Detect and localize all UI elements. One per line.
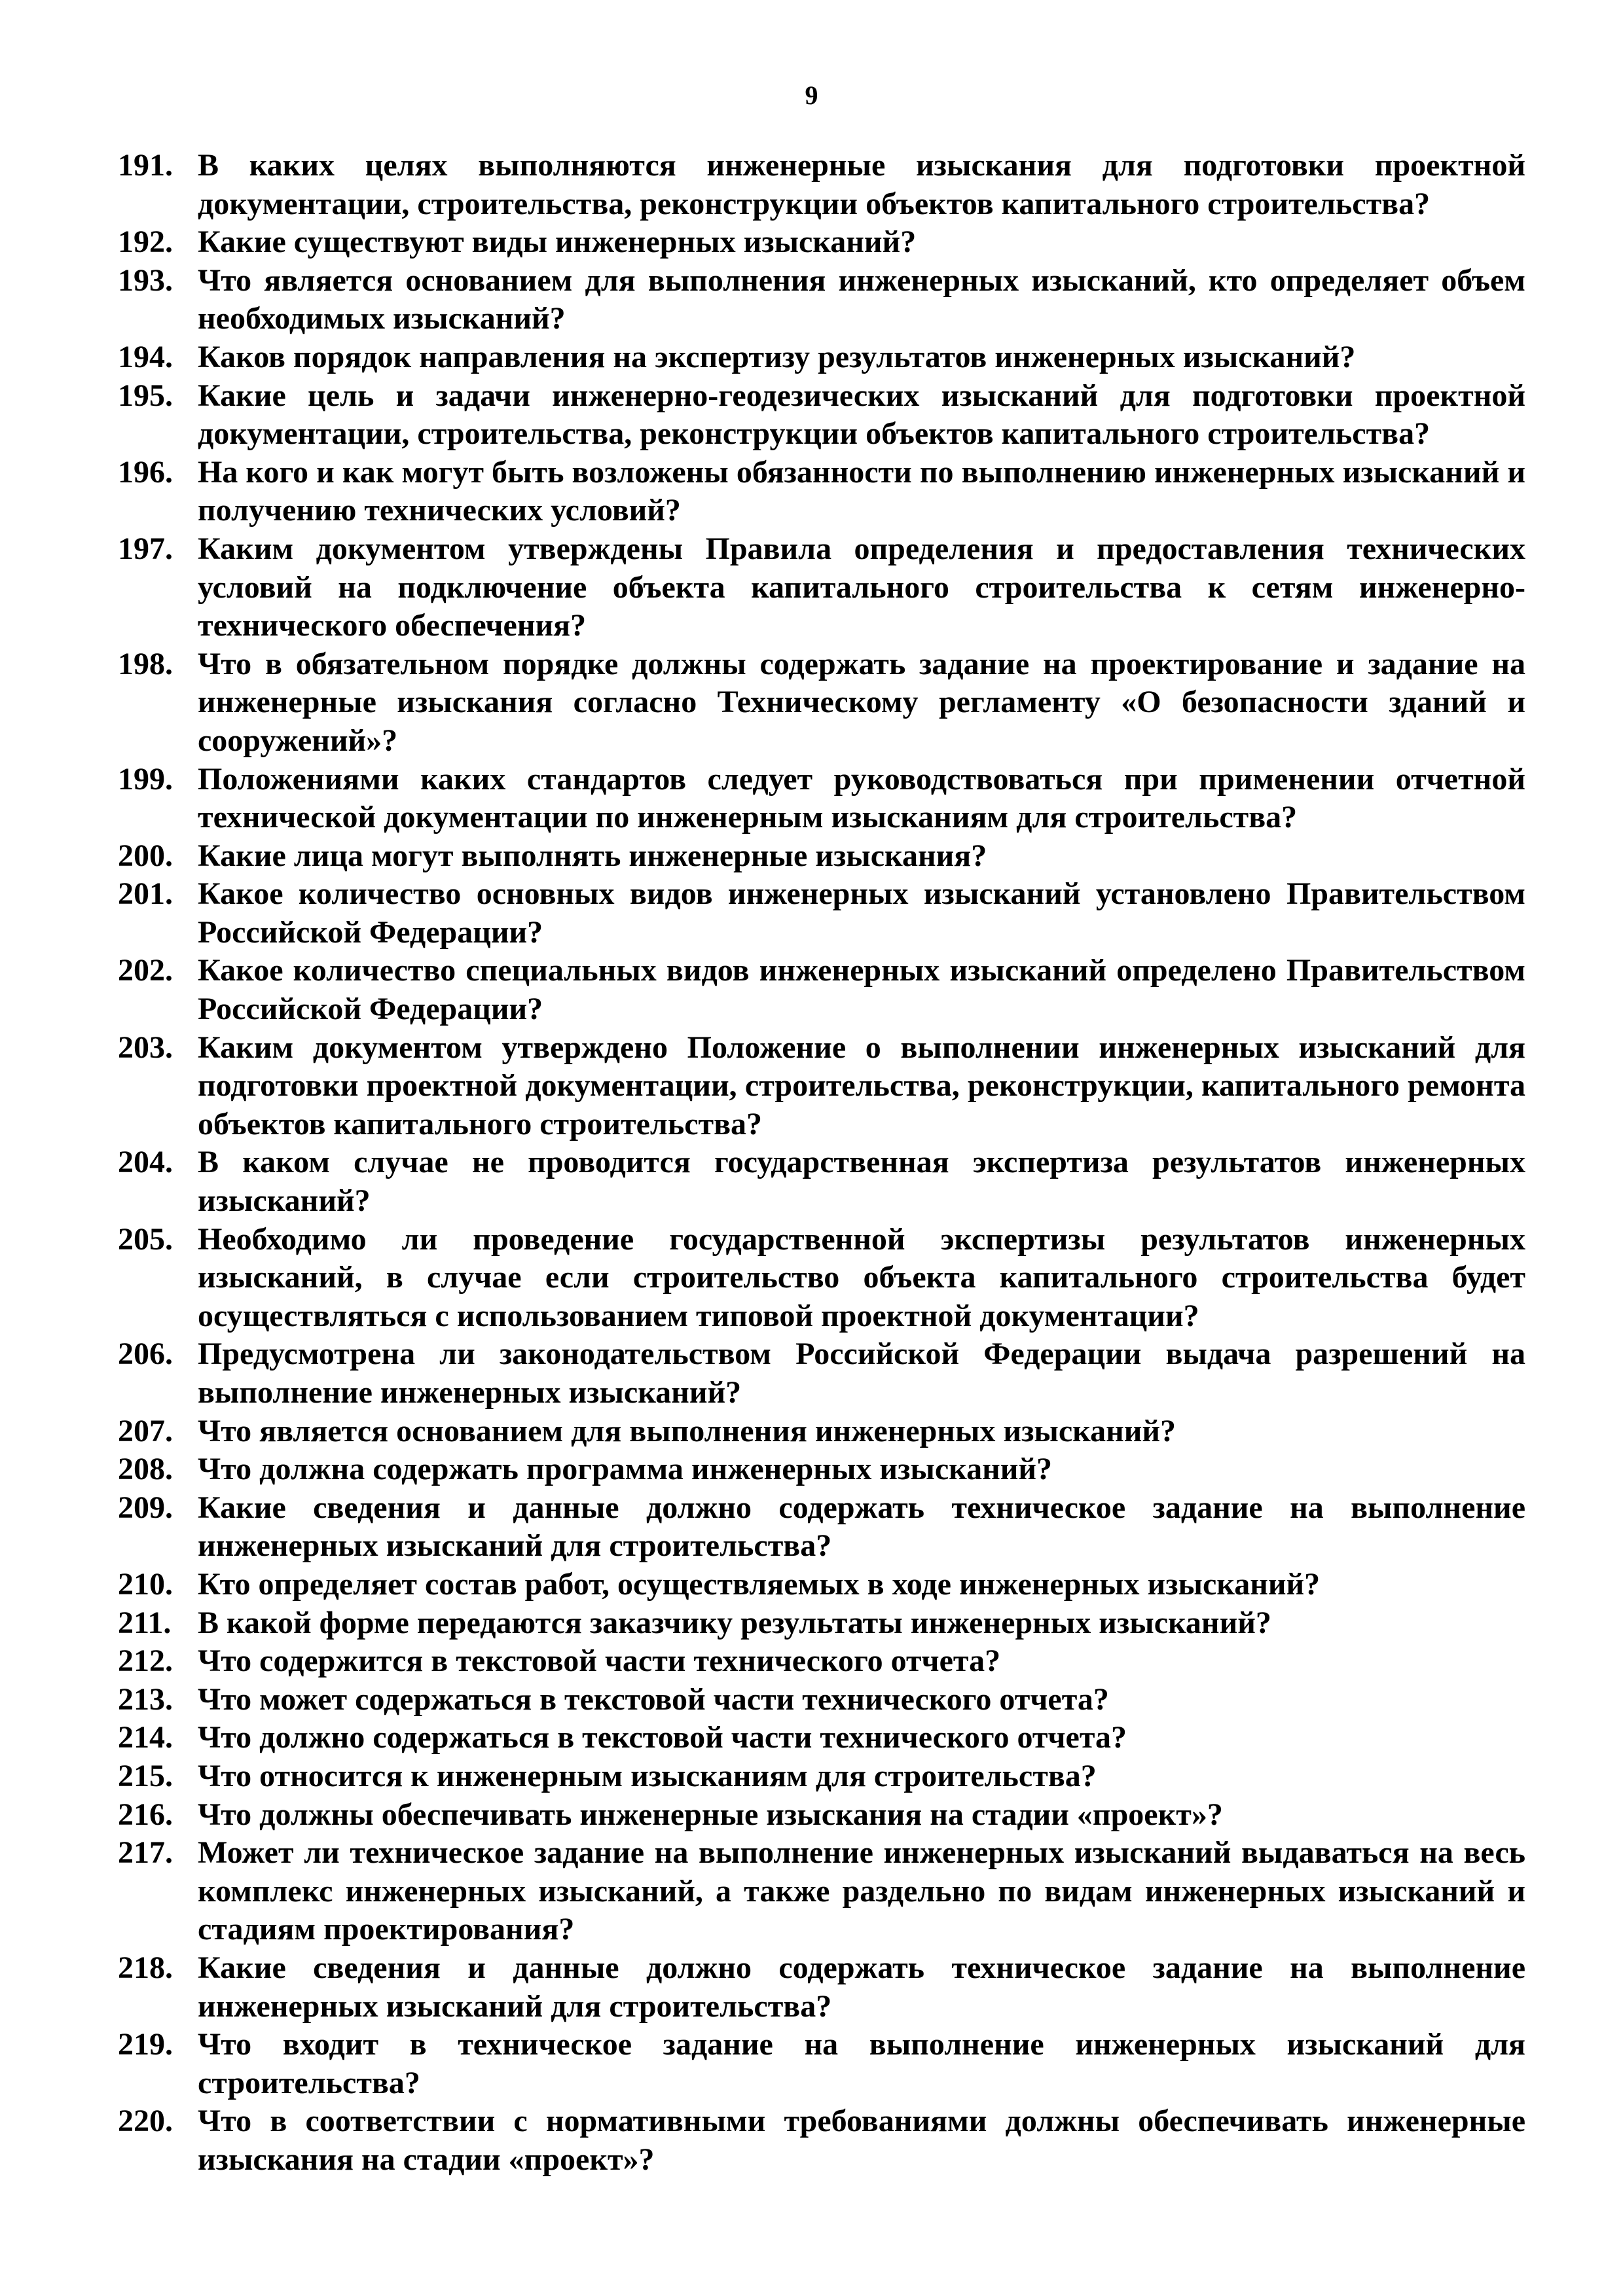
question-text: Что должны обеспечивать инженерные изыскания на стадии «проект»? — [198, 1797, 1223, 1832]
question-item — [118, 262, 1525, 338]
question-text: Предусмотрена ли законодательством Российской Федерации выдача разрешений на выполнение инженерных изысканий? — [198, 1336, 1525, 1410]
question-number: 194. — [118, 339, 173, 374]
question-number: 195. — [118, 378, 173, 413]
question-text: Что должно содержаться в текстовой части технического отчета? — [198, 1720, 1127, 1755]
question-text: На кого и как могут быть возложены обязанности по выполнению инженерных изысканий и получению технических условий? — [198, 454, 1525, 528]
question-text: Какие цель и задачи инженерно-геодезических изысканий для подготовки проектной документации, строительства, реконструкции объектов капитального строительства? — [198, 378, 1525, 452]
question-item — [118, 338, 1525, 377]
question-number: 196. — [118, 454, 173, 490]
question-text: Что является основанием для выполнения инженерных изысканий, кто определяет объем необходимых изысканий? — [198, 262, 1525, 336]
question-item — [118, 1335, 1525, 1412]
question-number: 199. — [118, 761, 173, 797]
question-item — [118, 761, 1525, 837]
question-number: 220. — [118, 2104, 173, 2139]
question-item — [118, 530, 1525, 645]
question-text: Что в обязательном порядке должны содержать задание на проектирование и задание на инженерные изыскания согласно Техническому регламенту «О безопасности зданий и сооружений»? — [198, 646, 1525, 758]
question-item — [118, 1489, 1525, 1566]
question-text: Что может содержаться в текстовой части технического отчета? — [198, 1681, 1109, 1717]
question-text: Что в соответствии с нормативными требованиями должны обеспечивать инженерные изыскания на стадии «проект»? — [198, 2104, 1525, 2177]
question-item — [118, 1834, 1525, 1949]
question-item — [118, 454, 1525, 530]
question-list — [118, 147, 1525, 2179]
question-number: 202. — [118, 953, 173, 988]
question-text: Какие существуют виды инженерных изысканий? — [198, 224, 917, 260]
question-number: 217. — [118, 1835, 173, 1871]
question-text: Кто определяет состав работ, осуществляемых в ходе инженерных изысканий? — [198, 1566, 1321, 1602]
question-number: 208. — [118, 1452, 173, 1487]
question-text: В каком случае не проводится государственная экспертиза результатов инженерных изысканий? — [198, 1145, 1525, 1219]
question-text: Какие лица могут выполнять инженерные изыскания? — [198, 838, 987, 873]
question-text: Какие сведения и данные должно содержать техническое задание на выполнение инженерных изысканий для строительства? — [198, 1490, 1525, 1564]
question-text: Каким документом утверждены Правила определения и предоставления технических условий на подключение объекта капитального строительства к сетям инженерно-технического обеспечения? — [198, 531, 1525, 643]
question-item — [118, 1029, 1525, 1144]
question-item — [118, 1221, 1525, 1336]
question-item — [118, 1566, 1525, 1604]
page-number: 9 — [805, 81, 818, 110]
question-text: В какой форме передаются заказчику результаты инженерных изысканий? — [198, 1605, 1271, 1640]
question-item — [118, 952, 1525, 1028]
question-text: Какое количество специальных видов инженерных изысканий определено Правительством Российской Федерации? — [198, 953, 1525, 1027]
question-number: 216. — [118, 1797, 173, 1832]
question-number: 207. — [118, 1413, 173, 1448]
question-number: 210. — [118, 1566, 173, 1602]
question-item — [118, 1757, 1525, 1796]
question-item — [118, 377, 1525, 454]
question-number: 203. — [118, 1030, 173, 1065]
question-number: 193. — [118, 262, 173, 298]
question-item — [118, 1681, 1525, 1719]
question-text: Какие сведения и данные должно содержать техническое задание на выполнение инженерных изысканий для строительства? — [198, 1950, 1525, 2024]
question-text: Что содержится в текстовой части технического отчета? — [198, 1643, 1001, 1679]
question-number: 206. — [118, 1336, 173, 1372]
question-number: 201. — [118, 876, 173, 912]
question-item — [118, 1796, 1525, 1835]
question-number: 214. — [118, 1720, 173, 1755]
question-number: 200. — [118, 838, 173, 873]
question-item — [118, 1412, 1525, 1451]
question-item — [118, 1949, 1525, 2026]
question-item — [118, 147, 1525, 223]
question-item — [118, 1450, 1525, 1489]
question-item — [118, 1143, 1525, 1220]
question-text: Каким документом утверждено Положение о выполнении инженерных изысканий для подготовки проектной документации, строительства, реконструкции, капитального ремонта объектов капитального строительства? — [198, 1030, 1525, 1141]
question-item — [118, 1604, 1525, 1643]
question-number: 218. — [118, 1950, 173, 1985]
question-item — [118, 223, 1525, 262]
question-text: Может ли техническое задание на выполнение инженерных изысканий выдаваться на весь комплекс инженерных изысканий, а также раздельно по видам инженерных изысканий и стадиям проектирования? — [198, 1835, 1525, 1947]
question-number: 205. — [118, 1221, 173, 1257]
question-number: 197. — [118, 531, 173, 566]
question-item — [118, 875, 1525, 952]
question-item — [118, 2026, 1525, 2102]
question-item — [118, 2102, 1525, 2179]
question-text: Необходимо ли проведение государственной экспертизы результатов инженерных изысканий, в случае если строительство объекта капитального строительства будет осуществляться с использованием типовой проектной документации? — [198, 1221, 1525, 1333]
question-item — [118, 645, 1525, 761]
question-number: 191. — [118, 148, 173, 183]
question-text: Что должна содержать программа инженерных изысканий? — [198, 1452, 1053, 1487]
question-item — [118, 837, 1525, 876]
question-text: Что входит в техническое задание на выполнение инженерных изысканий для строительства? — [198, 2027, 1525, 2100]
question-number: 198. — [118, 646, 173, 681]
question-number: 219. — [118, 2027, 173, 2062]
question-number: 209. — [118, 1490, 173, 1525]
question-number: 213. — [118, 1681, 173, 1717]
question-item — [118, 1719, 1525, 1757]
question-number: 212. — [118, 1643, 173, 1679]
question-text: Что является основанием для выполнения инженерных изысканий? — [198, 1413, 1176, 1448]
question-number: 211. — [118, 1605, 172, 1640]
question-number: 192. — [118, 224, 173, 260]
question-text: Положениями каких стандартов следует руководствоваться при применении отчетной технической документации по инженерным изысканиям для строительства? — [198, 761, 1525, 835]
question-number: 215. — [118, 1758, 173, 1793]
question-text: Какое количество основных видов инженерных изысканий установлено Правительством Российской Федерации? — [198, 876, 1525, 950]
question-item — [118, 1642, 1525, 1681]
question-text: Каков порядок направления на экспертизу результатов инженерных изысканий? — [198, 339, 1356, 374]
question-text: В каких целях выполняются инженерные изыскания для подготовки проектной документации, строительства, реконструкции объектов капитального строительства? — [198, 148, 1525, 221]
question-number: 204. — [118, 1145, 173, 1180]
question-text: Что относится к инженерным изысканиям для строительства? — [198, 1758, 1097, 1793]
